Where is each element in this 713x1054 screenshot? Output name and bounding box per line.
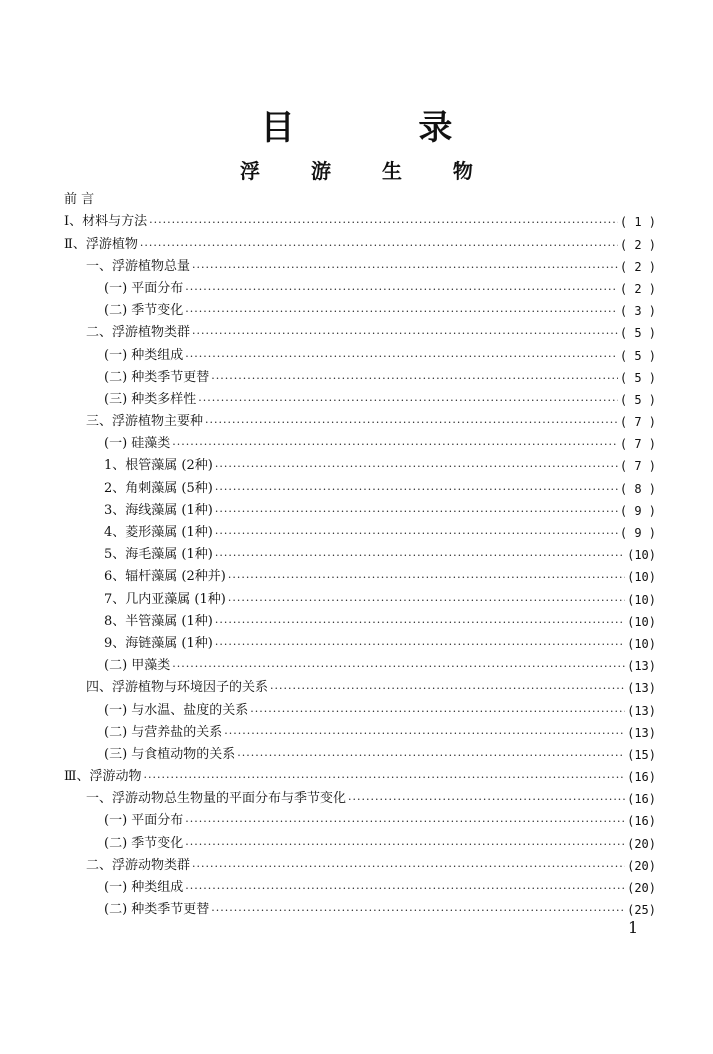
page-title: 目 录	[260, 108, 509, 148]
dot-leader	[250, 705, 625, 719]
toc-entry-page: (10)	[627, 636, 656, 651]
toc-entry-page: ( 7 )	[619, 459, 656, 474]
toc-entry-page: (20)	[627, 881, 656, 895]
dot-leader	[215, 549, 625, 563]
toc-entry-page: ( 5 )	[619, 326, 656, 341]
toc-entry[interactable]	[64, 541, 656, 563]
dot-leader	[185, 838, 625, 852]
toc-entry-page: (20)	[627, 858, 656, 873]
dot-leader	[149, 216, 618, 230]
dot-leader	[140, 239, 618, 253]
toc-entry-page: ( 9 )	[619, 526, 656, 540]
toc-entry[interactable]	[64, 741, 656, 763]
toc-entry-page: (13)	[627, 681, 656, 696]
toc-entry-page: ( 7 )	[619, 415, 656, 430]
dot-leader	[228, 594, 625, 608]
toc-entry-label: (二) 季节变化	[104, 303, 184, 319]
dot-leader	[192, 261, 618, 275]
toc-entry-page: ( 5 )	[619, 392, 656, 407]
dot-leader	[215, 460, 618, 474]
dot-leader	[215, 505, 618, 519]
toc-entry-label: 三、浮游植物主要种	[86, 414, 204, 430]
dot-leader	[215, 616, 625, 630]
toc-entry-label: 6、辐杆藻属 (2种并)	[104, 569, 226, 585]
toc-entry-page: (20)	[627, 836, 656, 851]
toc-entry-page: ( 2 )	[619, 281, 656, 296]
dot-leader	[205, 416, 618, 430]
toc-entry-label: 9、海链藻属 (1种)	[104, 635, 213, 651]
toc-entry-page: (10)	[627, 592, 656, 607]
toc-entry[interactable]	[64, 585, 656, 607]
toc-entry[interactable]	[64, 341, 656, 363]
dot-leader	[211, 904, 625, 918]
toc-entry[interactable]	[64, 386, 656, 408]
toc-entry-label: (一) 平面分布	[104, 280, 184, 296]
toc-entry-page: (16)	[627, 770, 656, 785]
toc-entry-label: (一) 种类组成	[104, 880, 184, 895]
dot-leader	[172, 660, 625, 674]
table-of-contents	[64, 186, 656, 918]
toc-entry-page: ( 9 )	[619, 503, 656, 518]
dot-leader	[172, 438, 618, 452]
toc-entry-page: ( 5 )	[619, 370, 656, 385]
toc-entry-page: (13)	[627, 703, 656, 718]
dot-leader	[185, 350, 618, 364]
toc-entry-page: (10)	[627, 614, 656, 629]
toc-entry-label: (一) 种类组成	[104, 347, 184, 363]
toc-entry[interactable]	[64, 696, 656, 718]
toc-entry-label: 8、半管藻属 (1种)	[104, 613, 213, 629]
dot-leader	[237, 749, 625, 763]
toc-entry-label: 四、浮游植物与环境因子的关系	[86, 680, 269, 696]
dot-leader	[348, 793, 625, 807]
toc-entry-label: 3、海线藻属 (1种)	[104, 502, 213, 518]
toc-entry[interactable]	[64, 896, 656, 918]
toc-entry[interactable]	[64, 630, 656, 652]
dot-leader	[215, 527, 618, 541]
toc-entry-label: (二) 种类季节更替	[104, 369, 210, 385]
dot-leader	[198, 394, 618, 408]
toc-entry-label: 7、几内亚藻属 (1种)	[104, 591, 226, 607]
toc-entry[interactable]	[64, 519, 656, 541]
toc-entry-page: ( 1 )	[619, 215, 656, 230]
toc-entry-page: (10)	[627, 548, 656, 563]
toc-entry-label: 5、海毛藻属 (1种)	[104, 547, 213, 563]
dot-leader	[270, 682, 625, 696]
dot-leader	[211, 372, 618, 386]
toc-entry-page: ( 7 )	[619, 437, 656, 452]
toc-entry-page: (13)	[627, 725, 656, 740]
toc-entry[interactable]	[64, 297, 656, 319]
toc-entry[interactable]	[64, 874, 656, 896]
toc-entry-label: 一、浮游植物总量	[86, 258, 191, 274]
toc-entry-label: 4、菱形藻属 (1种)	[104, 525, 213, 540]
toc-entry[interactable]	[64, 674, 656, 696]
toc-entry[interactable]	[64, 652, 656, 674]
toc-entry[interactable]	[64, 319, 656, 341]
dot-leader	[224, 727, 625, 741]
dot-leader	[192, 327, 618, 341]
toc-entry-label: (一) 硅藻类	[104, 436, 171, 452]
toc-entry[interactable]	[64, 253, 656, 275]
toc-entry-label: Ⅰ、材料与方法	[64, 214, 148, 230]
toc-entry[interactable]	[64, 452, 656, 474]
toc-entry-label: 前 言	[64, 192, 95, 208]
dot-leader	[185, 305, 618, 319]
dot-leader	[228, 571, 625, 585]
toc-entry-page: (15)	[627, 747, 656, 762]
toc-entry-page: ( 5 )	[619, 348, 656, 363]
toc-entry[interactable]	[64, 563, 656, 585]
toc-entry-label: 1、根管藻属 (2种)	[104, 458, 213, 474]
toc-entry[interactable]	[64, 408, 656, 430]
toc-entry[interactable]	[64, 430, 656, 452]
dot-leader	[185, 815, 625, 829]
dot-leader	[215, 483, 618, 497]
toc-entry[interactable]	[64, 230, 656, 252]
toc-entry-label: (二) 与营养盐的关系	[104, 724, 223, 740]
toc-entry[interactable]	[64, 497, 656, 519]
toc-entry-page: (13)	[627, 659, 656, 674]
toc-entry-label: Ⅱ、浮游植物	[64, 236, 138, 252]
toc-entry[interactable]	[64, 807, 656, 829]
toc-entry-label: (一) 与水温、盐度的关系	[104, 702, 249, 718]
dot-leader	[215, 638, 625, 652]
toc-entry-label: (二) 甲藻类	[104, 658, 171, 674]
toc-entry-label: 二、浮游动物类群	[86, 857, 191, 873]
toc-entry-label: 二、浮游植物类群	[86, 325, 191, 341]
toc-entry-label: (三) 与食植动物的关系	[104, 746, 236, 762]
toc-entry-page: (16)	[627, 814, 656, 829]
toc-entry[interactable]	[64, 852, 656, 874]
dot-leader	[185, 283, 618, 297]
toc-entry[interactable]	[64, 763, 656, 785]
dot-leader	[144, 771, 626, 785]
section-subtitle: 浮 游 生 物	[240, 159, 495, 183]
toc-entry[interactable]	[64, 829, 656, 851]
toc-entry-page: ( 2 )	[619, 237, 656, 252]
toc-entry[interactable]	[64, 785, 656, 807]
dot-leader	[192, 860, 625, 874]
page-number: 1	[628, 918, 639, 937]
toc-entry[interactable]	[64, 474, 656, 496]
toc-entry-label: 一、浮游动物总生物量的平面分布与季节变化	[86, 791, 347, 807]
toc-entry[interactable]	[64, 186, 656, 208]
toc-entry-page: (10)	[627, 570, 656, 585]
toc-entry-page: (16)	[627, 792, 656, 807]
toc-entry-label: 2、角刺藻属 (5种)	[104, 480, 213, 496]
toc-entry-page: ( 3 )	[619, 304, 656, 319]
toc-entry-page: (25)	[627, 903, 656, 918]
toc-entry[interactable]	[64, 719, 656, 741]
toc-entry[interactable]	[64, 608, 656, 630]
toc-entry-page: ( 8 )	[619, 481, 656, 496]
toc-entry-label: (一) 平面分布	[104, 813, 184, 829]
toc-entry-page: ( 2 )	[619, 259, 656, 274]
dot-leader	[185, 882, 625, 896]
toc-entry-label: Ⅲ、浮游动物	[64, 769, 142, 785]
toc-entry-label: (二) 季节变化	[104, 835, 184, 851]
toc-entry[interactable]	[64, 364, 656, 386]
toc-entry[interactable]	[64, 275, 656, 297]
toc-entry-label: (三) 种类多样性	[104, 391, 197, 407]
toc-entry-label: (二) 种类季节更替	[104, 902, 210, 918]
toc-entry[interactable]	[64, 208, 656, 230]
